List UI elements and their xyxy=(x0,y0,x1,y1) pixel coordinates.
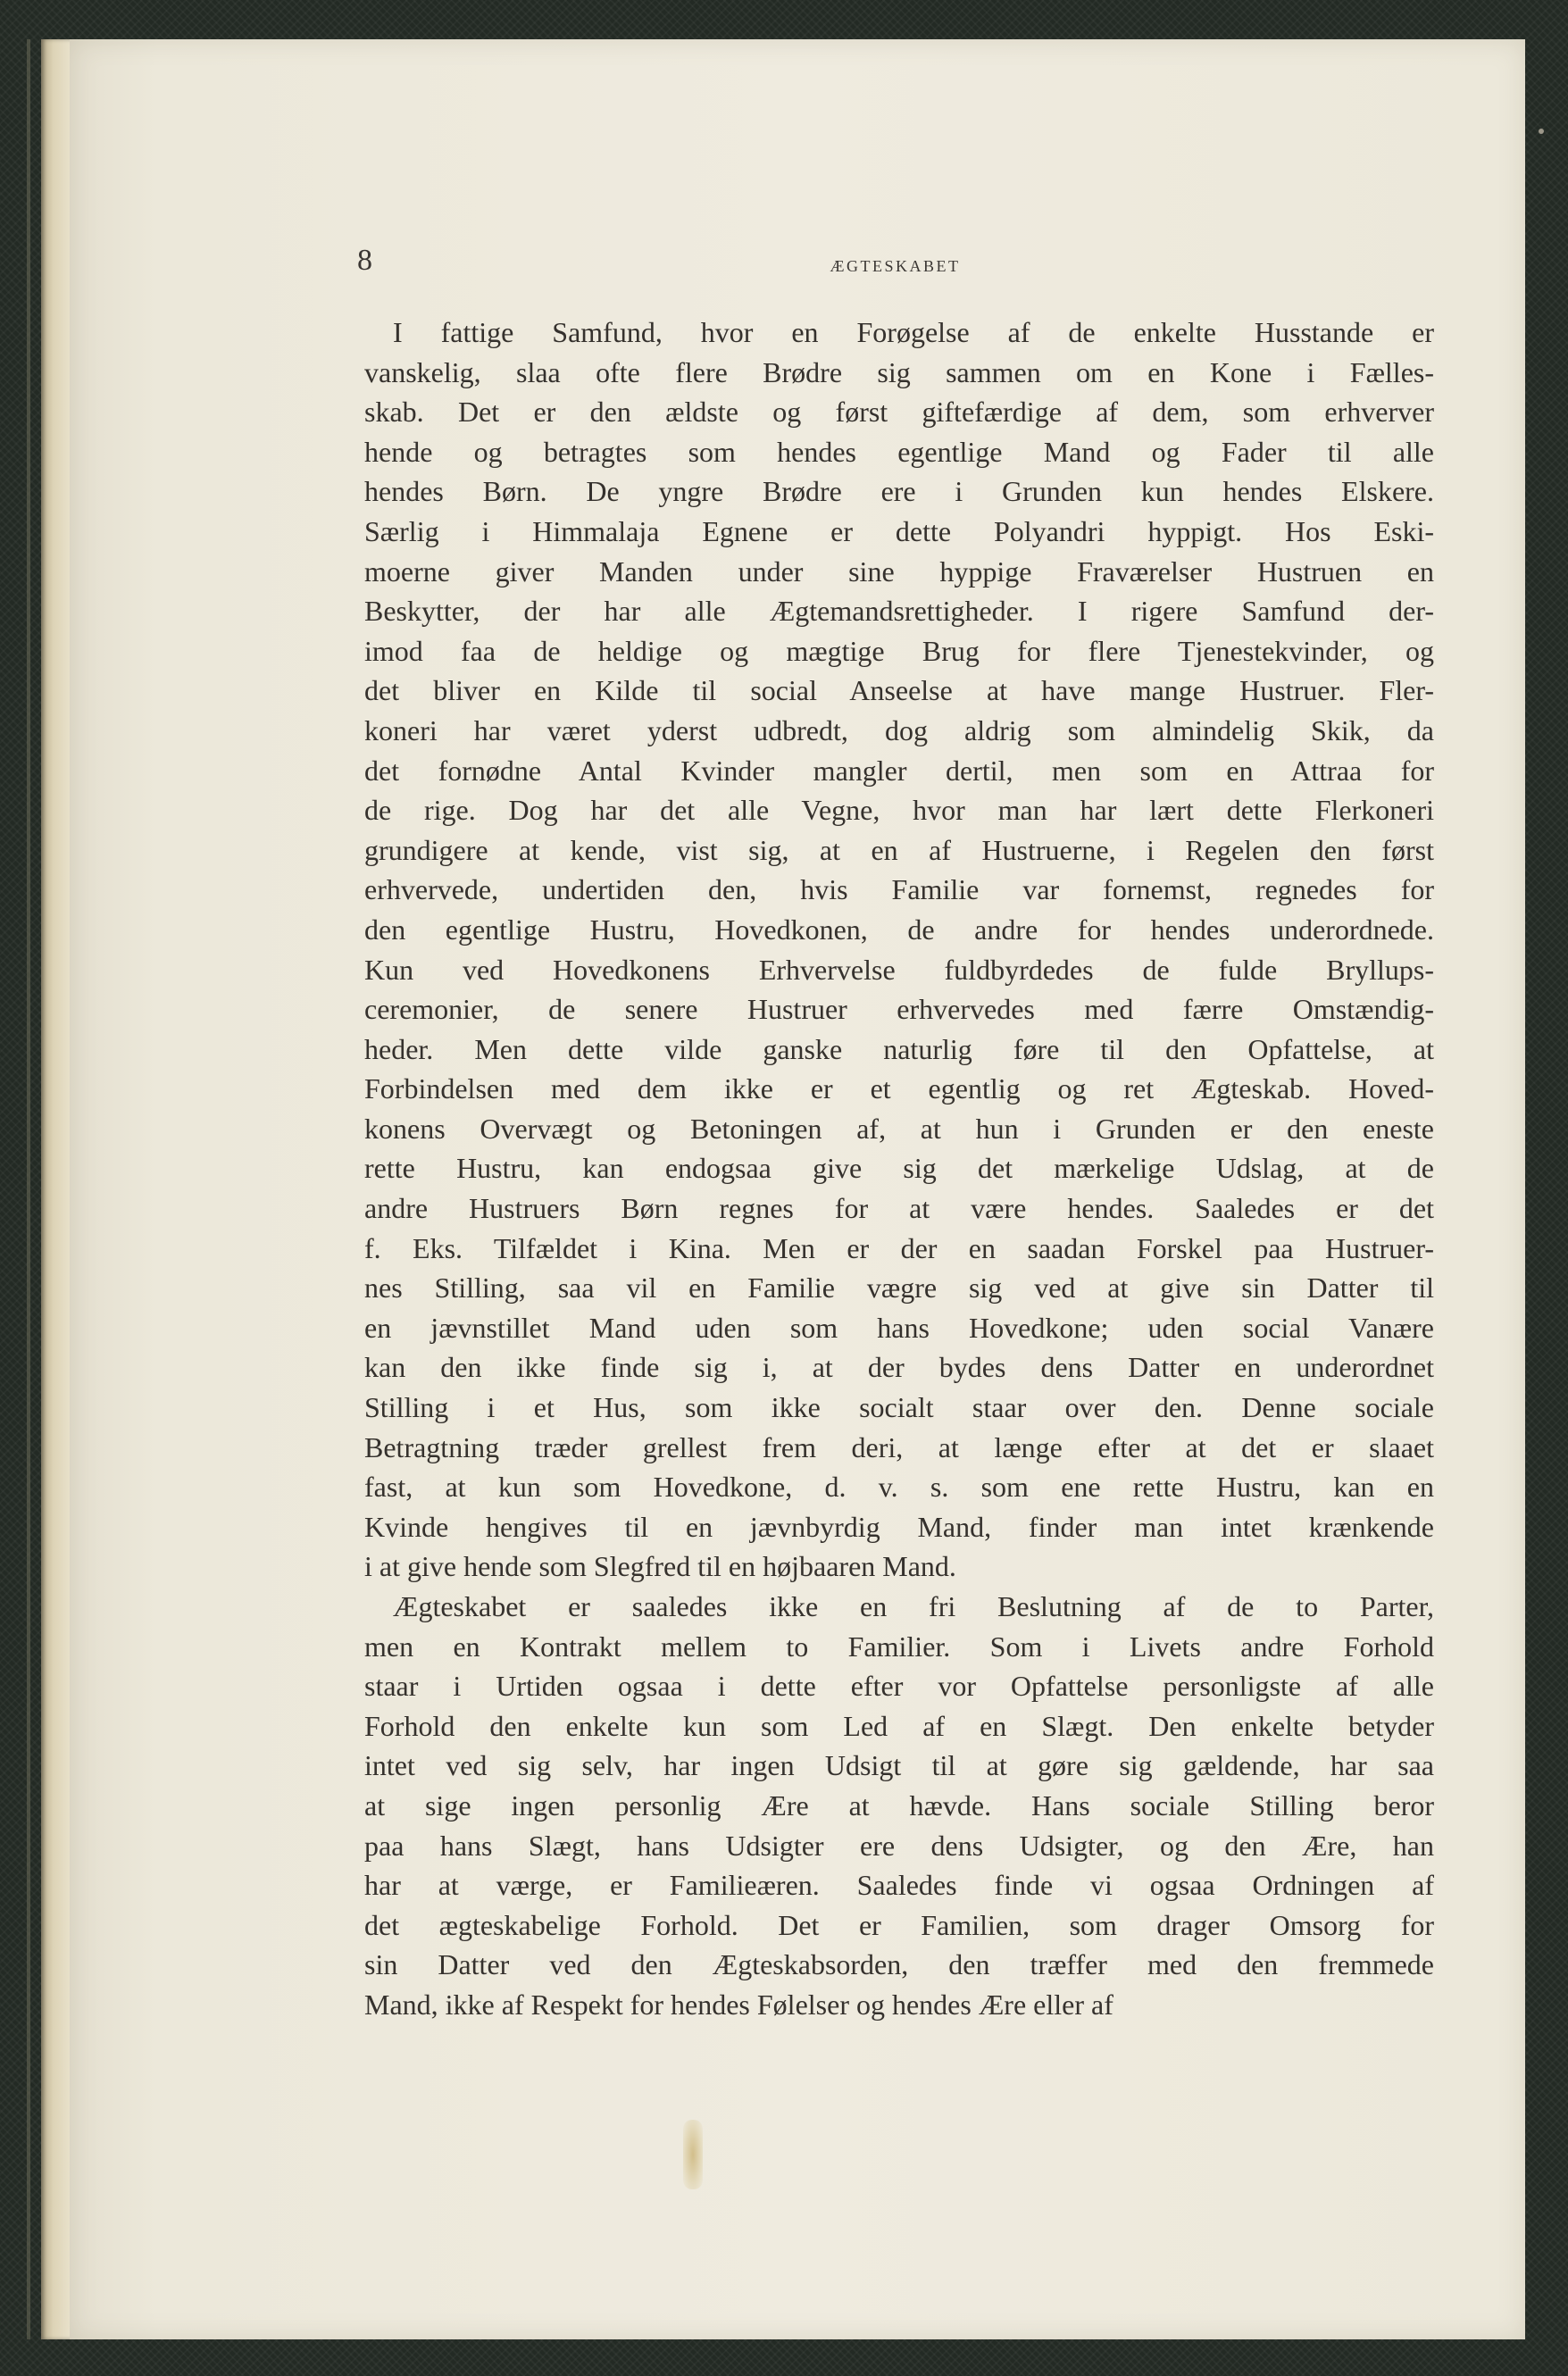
text-line: andre Hustruers Børn regnes for at være hendes. Saaledes er det xyxy=(364,1192,1434,1225)
text-line: de rige. Dog har det alle Vegne, hvor man har lært dette Flerkoneri xyxy=(364,794,1434,827)
text-line: har at værge, er Familieæren. Saaledes finde vi ogsaa Ordningen af xyxy=(364,1869,1434,1902)
text-line: sin Datter ved den Ægteskabsorden, den træffer med den fremmede xyxy=(364,1948,1434,1981)
text-line: moerne giver Manden under sine hyppige Fraværelser Hustruen en xyxy=(364,554,1434,588)
text-line: det bliver en Kilde til social Anseelse at have mange Hustruer. Fler- xyxy=(364,674,1434,707)
text-line: skab. Det er den ældste og først giftefærdige af dem, som erhverver xyxy=(364,396,1434,429)
text-line: Særlig i Himmalaja Egnene er dette Polyandri hyppigt. Hos Eski- xyxy=(364,514,1434,547)
text-line: Forbindelsen med dem ikke er et egentlig og ret Ægteskab. Hoved- xyxy=(364,1072,1434,1105)
text-line: det ægteskabelige Forhold. Det er Familien, som drager Omsorg for xyxy=(364,1908,1434,1941)
text-line: konens Overvægt og Betoningen af, at hun i Grunden er den eneste xyxy=(364,1112,1434,1145)
text-line: det fornødne Antal Kvinder mangler dertil, men som en Attraa for xyxy=(364,754,1434,787)
text-line: Ægteskabet er saaledes ikke en fri Beslutning af de to Parter, xyxy=(393,1590,1434,1622)
text-line: Forhold den enkelte kun som Led af en Slægt. Den enkelte betyder xyxy=(364,1709,1434,1742)
text-line: i at give hende som Slegfred til en højbaaren Mand. xyxy=(364,1550,956,1583)
text-line: kan den ikke finde sig i, at der bydes dens Datter en underordnet xyxy=(364,1351,1434,1384)
text-line: ceremonier, de senere Hustruer erhvervedes med færre Omstændig- xyxy=(364,993,1434,1026)
text-line: vanskelig, slaa ofte flere Brødre sig sammen om en Kone i Fælles- xyxy=(364,355,1434,388)
text-line: Beskytter, der har alle Ægtemandsrettigheder. I rigere Samfund der- xyxy=(364,595,1434,628)
text-line: Stilling i et Hus, som ikke socialt staar over den. Denne sociale xyxy=(364,1391,1434,1424)
page-number: 8 xyxy=(357,244,372,277)
text-line: imod faa de heldige og mægtige Brug for flere Tjenestekvinder, og xyxy=(364,634,1434,667)
text-line: nes Stilling, saa vil en Familie vægre sig ved at give sin Datter til xyxy=(364,1271,1434,1305)
text-line: en jævnstillet Mand uden som hans Hovedkone; uden social Vanære xyxy=(364,1311,1434,1344)
text-line: fast, at kun som Hovedkone, d. v. s. som ene rette Hustru, kan en xyxy=(364,1471,1434,1504)
text-line: den egentlige Hustru, Hovedkonen, de andre for hendes underordnede. xyxy=(364,913,1434,946)
text-line: Kvinde hengives til en jævnbyrdig Mand, finder man intet krænkende xyxy=(364,1510,1434,1543)
running-head xyxy=(357,243,1433,288)
paper-speck xyxy=(1539,129,1544,134)
body-text xyxy=(364,313,1434,2025)
text-line: intet ved sig selv, har ingen Udsigt til at gøre sig gældende, har saa xyxy=(364,1749,1434,1782)
text-line: I fattige Samfund, hvor en Forøgelse af de enkelte Husstande er xyxy=(393,316,1434,348)
paper-stain xyxy=(683,2120,703,2189)
text-line: Mand, ikke af Respekt for hendes Følelser og hendes Ære eller af xyxy=(364,1988,1113,2021)
text-line: hendes Børn. De yngre Brødre ere i Grunden kun hendes Elskere. xyxy=(364,475,1434,508)
text-line: men en Kontrakt mellem to Familier. Som i Livets andre Forhold xyxy=(364,1630,1434,1663)
text-line: rette Hustru, kan endogsaa give sig det mærkelige Udslag, at de xyxy=(364,1152,1434,1185)
text-line: Kun ved Hovedkonens Erhvervelse fuldbyrdedes de fulde Bryllups- xyxy=(364,953,1434,986)
text-line: paa hans Slægt, hans Udsigter ere dens Udsigter, og den Ære, han xyxy=(364,1829,1434,1862)
page-gutter xyxy=(41,39,71,2339)
text-line: heder. Men dette vilde ganske naturlig føre til den Opfattelse, at xyxy=(364,1032,1434,1065)
text-line: erhvervede, undertiden den, hvis Familie var fornemst, regnedes for xyxy=(364,873,1434,906)
text-line: at sige ingen personlig Ære at hævde. Hans sociale Stilling beror xyxy=(364,1788,1434,1822)
text-line: Betragtning træder grellest frem deri, at længe efter at det er slaaet xyxy=(364,1430,1434,1463)
text-line: hende og betragtes som hendes egentlige Mand og Fader til alle xyxy=(364,435,1434,468)
binding-edge xyxy=(27,39,30,2339)
text-line: koneri har været yderst udbredt, dog aldrig som almindelig Skik, da xyxy=(364,713,1434,746)
running-title: ÆGTESKABET xyxy=(830,257,961,275)
text-line: grundigere at kende, vist sig, at en af Hustruerne, i Regelen den først xyxy=(364,833,1434,866)
text-line: staar i Urtiden ogsaa i dette efter vor Opfattelse personligste af alle xyxy=(364,1670,1434,1703)
text-line: f. Eks. Tilfældet i Kina. Men er der en saadan Forskel paa Hustruer- xyxy=(364,1231,1434,1264)
